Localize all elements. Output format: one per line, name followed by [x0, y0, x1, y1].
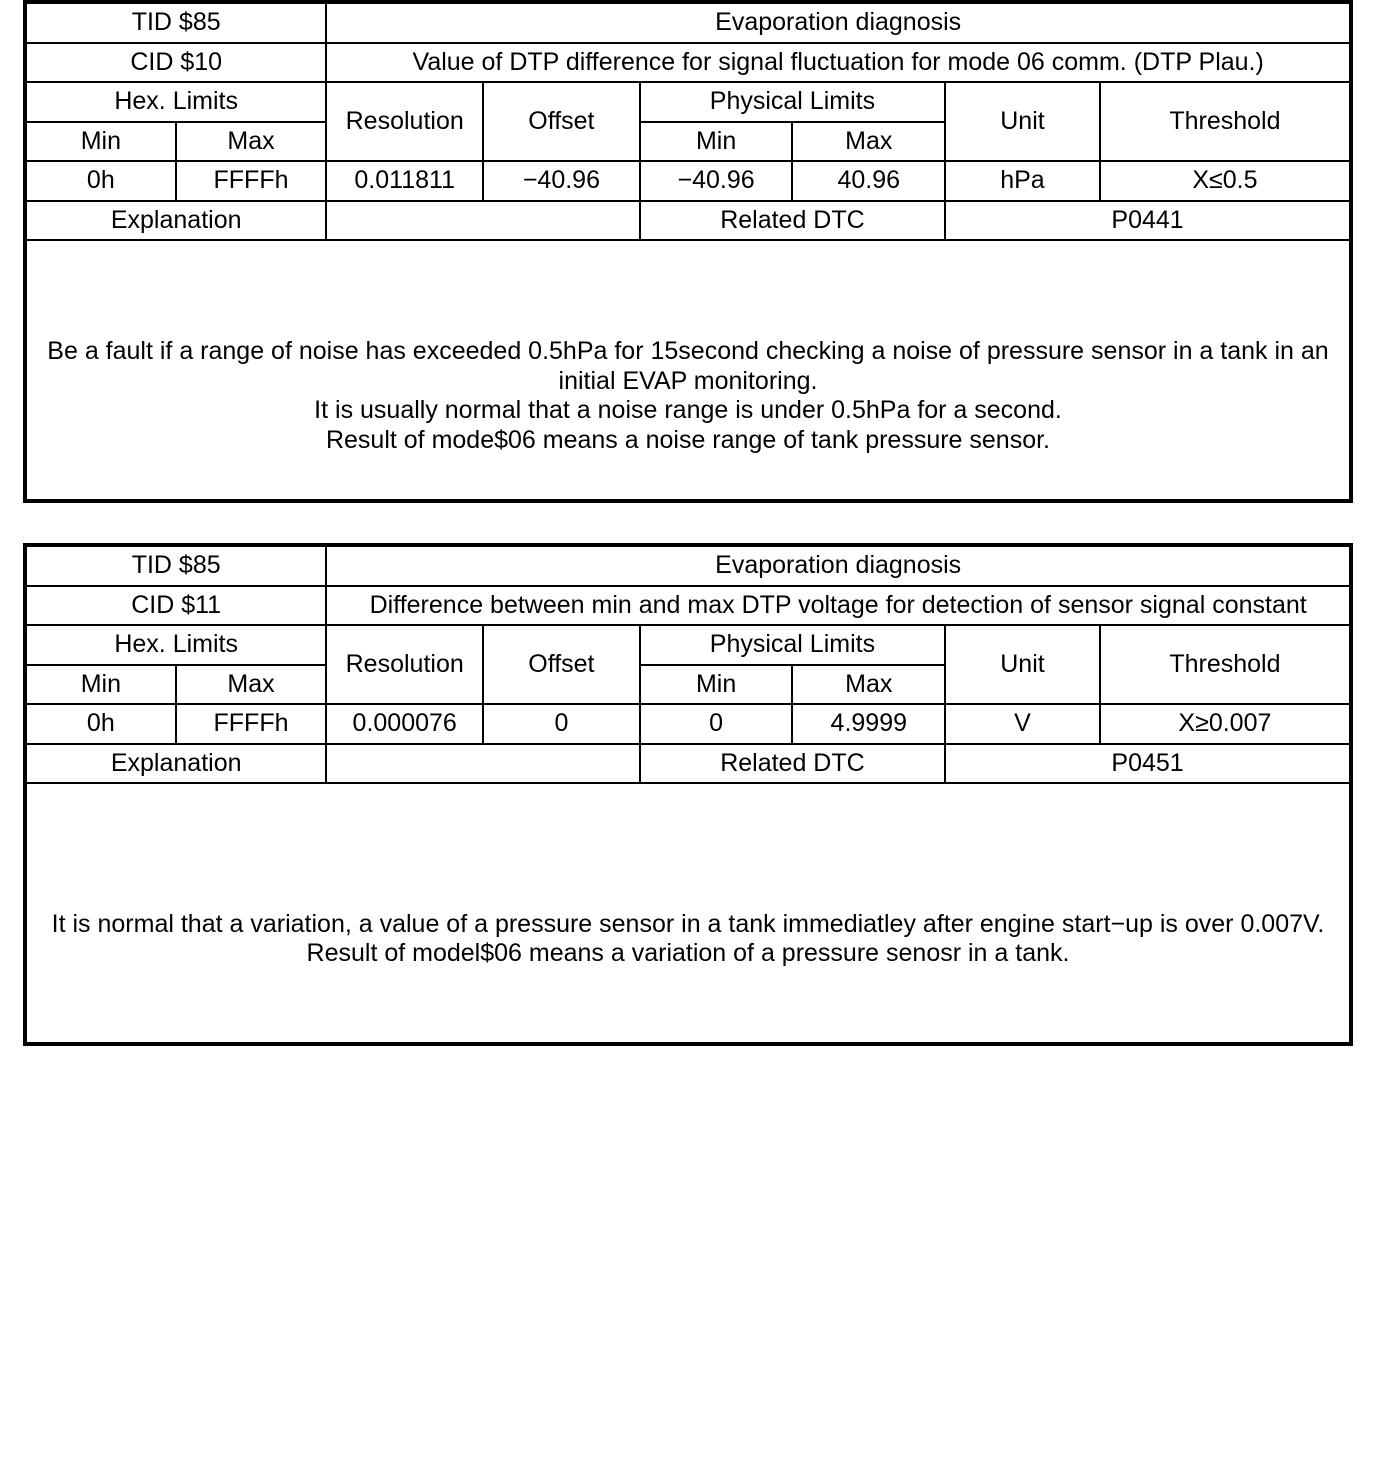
header-resolution: Resolution: [326, 82, 483, 161]
header-phys-min: Min: [640, 665, 793, 705]
explanation-label: Explanation: [25, 744, 326, 784]
cid-value: Value of DTP difference for signal fluctuation for mode 06 comm. (DTP Plau.): [326, 43, 1351, 83]
value-phys-min: −40.96: [640, 161, 793, 201]
tid-label: TID $85: [25, 545, 326, 586]
description-line: Be a fault if a range of noise has exceeded 0.5hPa for 15second checking a noise of pressure sensor in a tank in an initial EVAP monitoring.: [47, 337, 1329, 395]
value-phys-max: 4.9999: [792, 704, 945, 744]
header-phys-max: Max: [792, 665, 945, 705]
spec-table-cid11: [23, 543, 1353, 1046]
header-physical-limits: Physical Limits: [640, 82, 945, 122]
table-row-values: [25, 161, 1351, 201]
table-row-explanation: [25, 201, 1351, 241]
header-phys-max: Max: [792, 122, 945, 162]
value-offset: 0: [483, 704, 640, 744]
value-phys-max: 40.96: [792, 161, 945, 201]
table-row-tid: [25, 545, 1351, 586]
value-hex-max: FFFFh: [176, 704, 327, 744]
header-threshold: Threshold: [1100, 82, 1351, 161]
header-hex-min: Min: [25, 122, 176, 162]
description-line: Result of mode$06 means a noise range of tank pressure sensor.: [325, 425, 1051, 454]
value-hex-max: FFFFh: [176, 161, 327, 201]
table-row-description: [25, 240, 1351, 501]
value-offset: −40.96: [483, 161, 640, 201]
related-dtc-label: Related DTC: [640, 201, 945, 241]
related-dtc-label: Related DTC: [640, 744, 945, 784]
header-resolution: Resolution: [326, 625, 483, 704]
header-hex-limits: Hex. Limits: [25, 625, 326, 665]
description-line: It is normal that a variation, a value of a pressure sensor in a tank immediatley after engine start−up is over 0.007V.: [51, 909, 1325, 938]
table-row-values: [25, 704, 1351, 744]
tid-value: Evaporation diagnosis: [326, 2, 1351, 43]
header-hex-max: Max: [176, 122, 327, 162]
explanation-blank: [326, 201, 639, 241]
header-unit: Unit: [945, 82, 1100, 161]
value-hex-min: 0h: [25, 161, 176, 201]
value-threshold: X≥0.007: [1100, 704, 1351, 744]
spec-table-cid10: [23, 0, 1353, 503]
cid-value: Difference between min and max DTP voltage for detection of sensor signal constant: [326, 586, 1351, 626]
block-separator: [0, 503, 1376, 543]
description-block: [25, 783, 1351, 1044]
header-unit: Unit: [945, 625, 1100, 704]
header-offset: Offset: [483, 82, 640, 161]
description-block: [25, 240, 1351, 501]
table-row-tid: [25, 2, 1351, 43]
header-phys-min: Min: [640, 122, 793, 162]
description-line: Result of model$06 means a variation of a pressure senosr in a tank.: [306, 939, 1070, 967]
tid-label: TID $85: [25, 2, 326, 43]
value-threshold: X≤0.5: [1100, 161, 1351, 201]
value-unit: V: [945, 704, 1100, 744]
header-hex-limits: Hex. Limits: [25, 82, 326, 122]
cid-label: CID $11: [25, 586, 326, 626]
value-phys-min: 0: [640, 704, 793, 744]
related-dtc-value: P0441: [945, 201, 1351, 241]
value-unit: hPa: [945, 161, 1100, 201]
header-threshold: Threshold: [1100, 625, 1351, 704]
value-hex-min: 0h: [25, 704, 176, 744]
related-dtc-value: P0451: [945, 744, 1351, 784]
explanation-label: Explanation: [25, 201, 326, 241]
description-line: It is usually normal that a noise range is under 0.5hPa for a second.: [314, 396, 1062, 424]
header-hex-max: Max: [176, 665, 327, 705]
tid-value: Evaporation diagnosis: [326, 545, 1351, 586]
header-hex-min: Min: [25, 665, 176, 705]
table-row-header-top: [25, 82, 1351, 122]
table-row-cid: [25, 43, 1351, 83]
cid-label: CID $10: [25, 43, 326, 83]
table-row-description: [25, 783, 1351, 1044]
header-physical-limits: Physical Limits: [640, 625, 945, 665]
header-offset: Offset: [483, 625, 640, 704]
table-row-explanation: [25, 744, 1351, 784]
table-row-header-top: [25, 625, 1351, 665]
explanation-blank: [326, 744, 639, 784]
value-resolution: 0.000076: [326, 704, 483, 744]
table-row-cid: [25, 586, 1351, 626]
value-resolution: 0.011811: [326, 161, 483, 201]
